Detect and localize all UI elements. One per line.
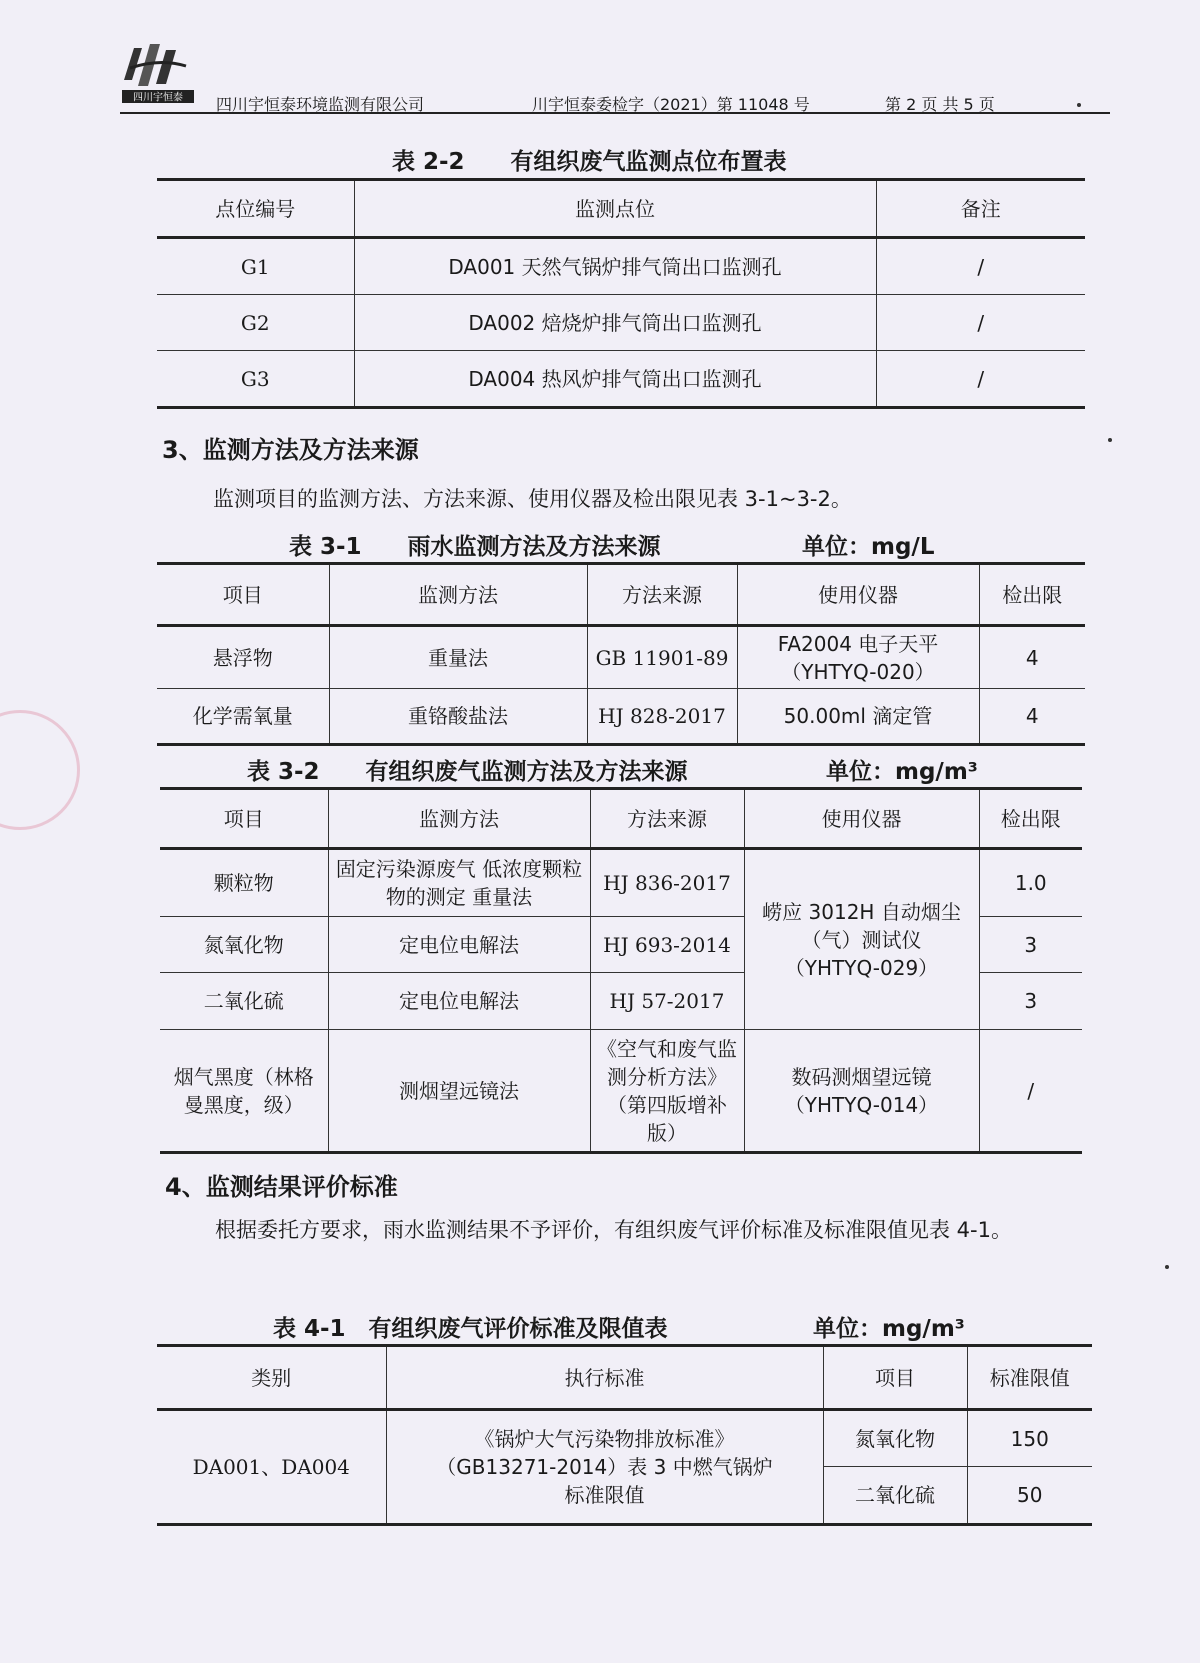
method: 固定污染源废气 低浓度颗粒物的测定 重量法 xyxy=(328,849,590,917)
point-note: / xyxy=(876,238,1085,295)
column-header: 方法来源 xyxy=(590,789,744,849)
point-id: G3 xyxy=(157,351,354,408)
item-name: 氮氧化物 xyxy=(160,917,328,973)
column-header: 项目 xyxy=(160,789,328,849)
item-name: 悬浮物 xyxy=(157,626,329,689)
table-row xyxy=(157,626,1085,689)
detection-limit: 3 xyxy=(979,917,1082,973)
category: DA001、DA004 xyxy=(157,1410,386,1525)
instrument: FA2004 电子天平（YHTYQ-020） xyxy=(737,626,979,689)
method: 定电位电解法 xyxy=(328,973,590,1030)
item-name: 烟气黑度（林格曼黑度，级） xyxy=(160,1030,328,1153)
page-header xyxy=(120,40,1110,114)
table-4-1-unit: 单位：mg/m³ xyxy=(813,1316,965,1342)
table-row xyxy=(157,1410,1092,1467)
logo-text: 四川宇恒泰 xyxy=(133,92,183,104)
table-row xyxy=(157,689,1085,745)
company-name: 四川宇恒泰环境监测有限公司 xyxy=(216,95,425,114)
column-header: 检出限 xyxy=(979,789,1082,849)
table-3-2-caption: 表 3-2 有组织废气监测方法及方法来源 xyxy=(247,759,688,785)
point-note: / xyxy=(876,351,1085,408)
standard: 《锅炉大气污染物排放标准》（GB13271-2014）表 3 中燃气锅炉标准限值 xyxy=(386,1410,823,1525)
column-header: 标准限值 xyxy=(967,1346,1092,1410)
point-location: DA001 天然气锅炉排气筒出口监测孔 xyxy=(354,238,876,295)
column-header: 类别 xyxy=(157,1346,386,1410)
table-2-2 xyxy=(157,178,1085,409)
column-header: 执行标准 xyxy=(386,1346,823,1410)
section-4-title: 4、监测结果评价标准 xyxy=(165,1173,398,1201)
item-name: 二氧化硫 xyxy=(823,1467,967,1525)
table-row xyxy=(157,351,1085,408)
table-3-1-unit: 单位：mg/L xyxy=(802,534,935,560)
table-3-2-unit: 单位：mg/m³ xyxy=(826,759,978,785)
point-location: DA004 热风炉排气筒出口监测孔 xyxy=(354,351,876,408)
table-row xyxy=(160,1030,1082,1153)
column-header: 备注 xyxy=(876,180,1085,238)
column-header: 项目 xyxy=(157,564,329,626)
column-header: 检出限 xyxy=(979,564,1085,626)
detection-limit: 4 xyxy=(979,626,1085,689)
detection-limit: 4 xyxy=(979,689,1085,745)
column-header: 使用仪器 xyxy=(744,789,979,849)
section-3-text: 监测项目的监测方法、方法来源、使用仪器及检出限见表 3-1~3-2。 xyxy=(213,487,852,511)
column-header: 方法来源 xyxy=(587,564,737,626)
table-row xyxy=(160,849,1082,917)
point-note: / xyxy=(876,295,1085,351)
table-row xyxy=(157,238,1085,295)
section-4-text: 根据委托方要求，雨水监测结果不予评价，有组织废气评价标准及标准限值见表 4-1。 xyxy=(215,1218,1012,1242)
item-name: 二氧化硫 xyxy=(160,973,328,1030)
method: 定电位电解法 xyxy=(328,917,590,973)
column-header: 监测点位 xyxy=(354,180,876,238)
detection-limit: / xyxy=(979,1030,1082,1153)
table-3-2 xyxy=(160,787,1082,1154)
instrument: 数码测烟望远镜（YHTYQ-014） xyxy=(744,1030,979,1153)
scan-speck xyxy=(1108,438,1112,442)
page-number: 第 2 页 共 5 页 xyxy=(885,95,995,114)
section-3-title: 3、监测方法及方法来源 xyxy=(162,436,419,464)
item-name: 化学需氧量 xyxy=(157,689,329,745)
seal-stamp-partial xyxy=(0,710,80,830)
table-3-1 xyxy=(157,562,1085,746)
column-header: 使用仪器 xyxy=(737,564,979,626)
limit-value: 50 xyxy=(967,1467,1092,1525)
method-source: HJ 693-2014 xyxy=(590,917,744,973)
company-logo-icon xyxy=(120,40,200,110)
method-source: HJ 57-2017 xyxy=(590,973,744,1030)
instrument: 崂应 3012H 自动烟尘（气）测试仪（YHTYQ-029） xyxy=(744,849,979,1030)
table-row xyxy=(157,295,1085,351)
limit-value: 150 xyxy=(967,1410,1092,1467)
method-source: GB 11901-89 xyxy=(587,626,737,689)
point-id: G2 xyxy=(157,295,354,351)
document-number: 川宇恒泰委检字（2021）第 11048 号 xyxy=(532,95,810,114)
instrument: 50.00ml 滴定管 xyxy=(737,689,979,745)
table-header-row xyxy=(157,180,1085,238)
method-source: HJ 836-2017 xyxy=(590,849,744,917)
item-name: 颗粒物 xyxy=(160,849,328,917)
table-4-1-caption: 表 4-1 有组织废气评价标准及限值表 xyxy=(273,1316,668,1342)
table-header-row xyxy=(157,1346,1092,1410)
column-header: 监测方法 xyxy=(328,789,590,849)
method: 重铬酸盐法 xyxy=(329,689,587,745)
method-source: 《空气和废气监测分析方法》（第四版增补版） xyxy=(590,1030,744,1153)
column-header: 点位编号 xyxy=(157,180,354,238)
table-4-1 xyxy=(157,1344,1092,1526)
table-2-2-caption: 表 2-2 有组织废气监测点位布置表 xyxy=(392,149,787,175)
column-header: 监测方法 xyxy=(329,564,587,626)
column-header: 项目 xyxy=(823,1346,967,1410)
table-header-row xyxy=(160,789,1082,849)
scan-speck xyxy=(1165,1265,1169,1269)
point-location: DA002 焙烧炉排气筒出口监测孔 xyxy=(354,295,876,351)
detection-limit: 1.0 xyxy=(979,849,1082,917)
item-name: 氮氧化物 xyxy=(823,1410,967,1467)
point-id: G1 xyxy=(157,238,354,295)
table-3-1-caption: 表 3-1 雨水监测方法及方法来源 xyxy=(289,534,661,560)
detection-limit: 3 xyxy=(979,973,1082,1030)
method-source: HJ 828-2017 xyxy=(587,689,737,745)
scan-speck xyxy=(1077,103,1081,107)
table-header-row xyxy=(157,564,1085,626)
method: 重量法 xyxy=(329,626,587,689)
method: 测烟望远镜法 xyxy=(328,1030,590,1153)
